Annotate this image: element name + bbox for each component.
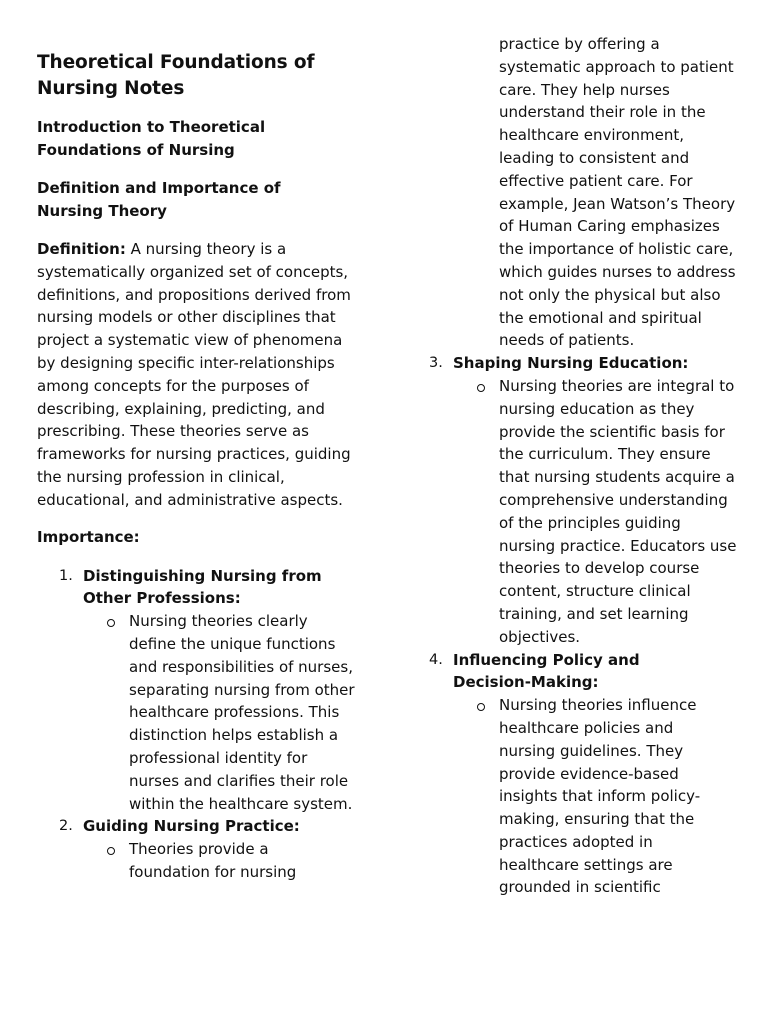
list-item-heading: Distinguishing Nursing from Other Professions: [83,566,322,608]
list-subitem-3 [453,375,739,649]
list-item-3 [399,352,713,375]
list-number: 2. [59,818,73,835]
title-line-2: Nursing Notes [37,78,185,99]
list-item-heading: Guiding Nursing Practice: [83,817,300,836]
list-item-heading: Influencing Policy and Decision-Making: [453,650,640,692]
definition-text: A nursing theory is a systematically organized set of concepts, definitions, and propositions derived from nursing models or other disciplines that project a systematic view of phenomena by designing specific inter-relationships among concepts for the purposes of describing, explaining, predicting, and prescribing. These theories serve as frameworks for nursing practices, guiding the nursing profession in clinical, educational, and administrative aspects. [37,240,351,509]
importance-label: Importance: [37,527,140,546]
list-item-2 [37,815,367,838]
list-subitem-text: Nursing theories are integral to nursing education as they provide the scientific basis for the curriculum. They ensure that nursing students acquire a comprehensive understanding of the principles guiding nursing practice. Educators use theories to develop course content, structure clinical training, and set learning objectives. [499,376,737,646]
list-subitem-2 [83,838,349,884]
left-column [37,50,367,884]
list-subitem-2-continued: practice by offering a systematic approach to patient care. They help nurses understand their role in the healthcare environment, leading to consistent and effective patient care. For example, Jean Watson’s Theory of Human Caring emphasizes the importance of holistic care, which guides nurses to address not only the physical but also the emotional and spiritual needs of patients. [499,35,736,350]
hollow-bullet-icon [107,847,115,855]
list-item-1 [37,565,345,611]
list-subitem-text: Nursing theories influence healthcare policies and nursing guidelines. They provide evidence-based insights that inform policy-making, ensuring that the practices adopted in healthcare settings are grounded in scientific [499,696,701,897]
list-subitem-text: Theories provide a foundation for nursing [129,840,297,881]
list-number: 3. [429,355,443,372]
definition-label: Definition: [37,240,126,258]
list-item-heading: Shaping Nursing Education: [453,354,689,373]
list-subitem-4 [453,694,729,899]
hollow-bullet-icon [107,619,115,627]
hollow-bullet-icon [477,703,485,711]
list-number: 4. [429,651,443,668]
list-item-4 [399,649,673,695]
definition-paragraph [37,238,357,512]
document-title [37,50,367,102]
hollow-bullet-icon [477,384,485,392]
list-subitem-text: Nursing theories clearly define the unique functions and responsibilities of nurses, separating nursing from other healthcare professions. This distinction helps establish a professional identity for nurses and clarifies their role within the healthcare system. [129,612,355,813]
list-number: 1. [59,567,73,584]
title-line-1: Theoretical Foundations of [37,52,315,73]
right-column [399,33,744,899]
section-heading: Introduction to Theoretical Foundations of Nursing [37,118,266,159]
subsection-heading: Definition and Importance of Nursing Theory [37,179,281,220]
list-subitem-1 [83,610,359,815]
